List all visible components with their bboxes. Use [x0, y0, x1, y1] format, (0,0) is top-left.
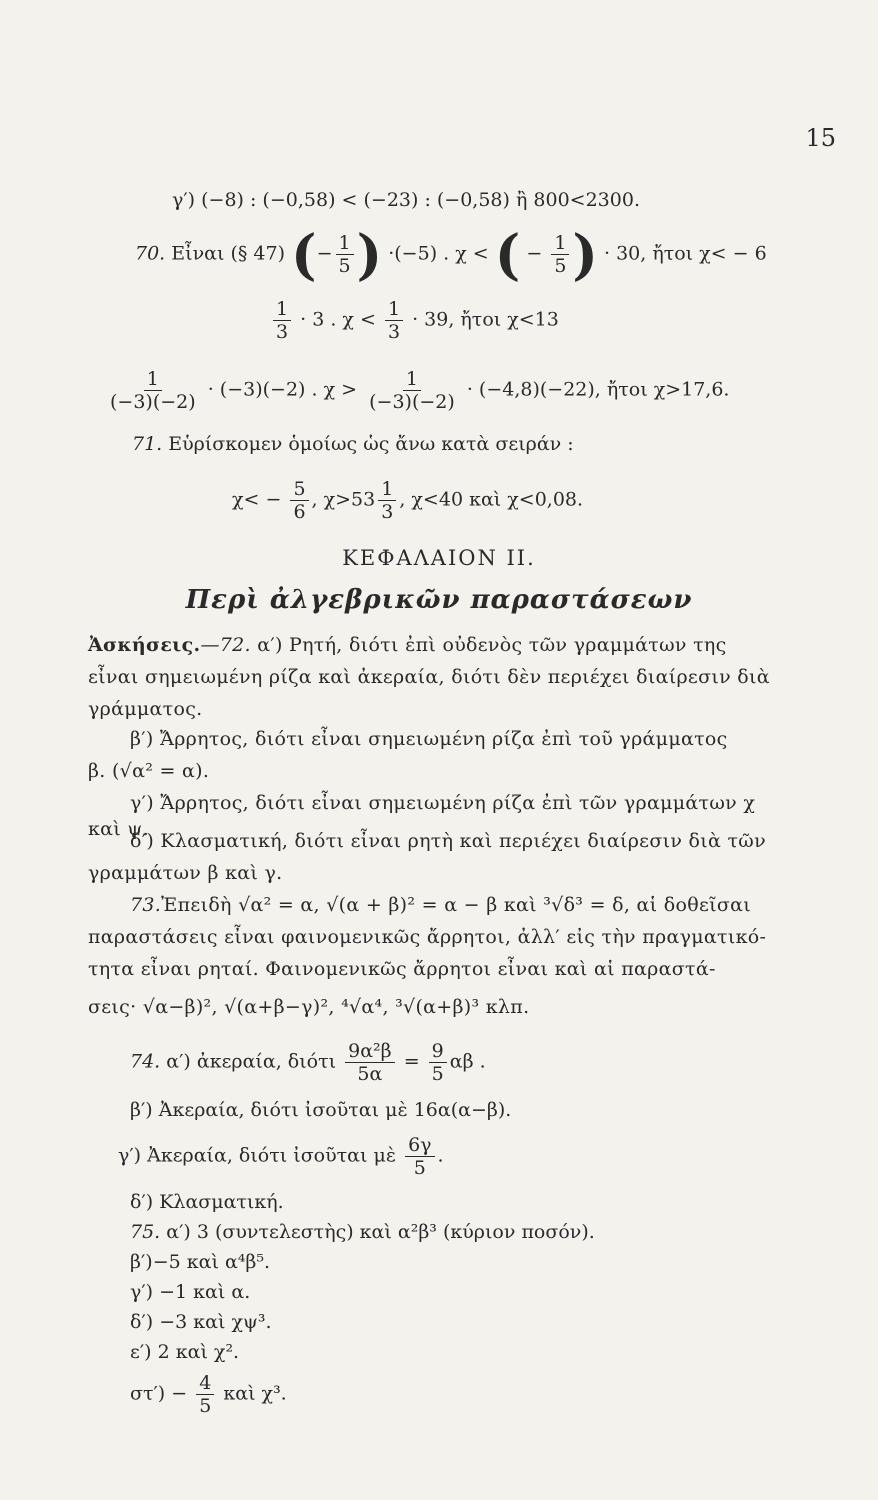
fraction: $\frac{9}{5}$ — [429, 1040, 447, 1085]
equation-4-c: , χ<40 καὶ χ<0,08. — [399, 488, 584, 511]
exercise-72-line-5: β. (√α² = α). — [88, 760, 210, 782]
exercise-72-line-8: δ′) Κλασματική, διότι εἶναι ρητὴ καὶ περιέχει διαίρεσιν διὰ τῶν — [130, 830, 766, 852]
exercise-72-line-9: γραμμάτων β καὶ γ. — [88, 862, 283, 884]
section-title: Περὶ ἀλγεβρικῶν παραστάσεων — [185, 585, 693, 615]
fraction: $\frac{5}{6}$ — [290, 478, 308, 523]
exercise-75-d: δ′) −3 καὶ χψ³. — [130, 1311, 272, 1333]
equation-3-end: · (−4,8)(−22), ἤτοι χ>17,6. — [466, 378, 730, 401]
exercise-73-label: 73. — [130, 894, 162, 916]
exercise-75-b: β′)−5 καὶ α⁴β⁵. — [130, 1251, 271, 1273]
exercise-75-label: 75. — [130, 1221, 161, 1243]
exercise-70-mid: ·(−5) . χ < — [388, 242, 489, 265]
exercise-74-c-end: . — [437, 1144, 444, 1167]
fraction: $\frac{\text{9α²β}}{5\alpha}$ — [345, 1040, 395, 1085]
exercise-74-c — [118, 1134, 444, 1179]
fraction: $\frac{6\gamma}{5}$ — [405, 1134, 434, 1179]
exercise-75-st-text: στ′) − — [130, 1382, 188, 1405]
exercise-75-st-end: καὶ χ³. — [223, 1382, 287, 1405]
exercise-72-line-1 — [88, 632, 836, 658]
left-paren: ( — [494, 222, 521, 287]
exercise-75-a — [130, 1220, 595, 1244]
exercise-72-line-7: καὶ ψ. — [88, 818, 149, 840]
equation-4 — [232, 478, 583, 523]
exercise-75-st — [130, 1372, 287, 1417]
exercise-74-c-text: γ′) Ἀκεραία, διότι ἰσοῦται μὲ — [118, 1144, 397, 1167]
exercise-73-line-4: σεις· √α−β)², √(α+β−γ)², ⁴√α⁴, ³√(α+β)³ κλπ. — [88, 996, 530, 1018]
right-paren: ) — [572, 222, 598, 287]
exercise-72-label: —72. — [200, 634, 251, 656]
exercise-70-end: · 30, ἤτοι χ< − 6 — [604, 242, 767, 265]
exercise-72-line-2: εἶναι σημειωμένη ρίζα καὶ ἀκεραία, διότι δὲν περιέχει διαίρεσιν διὰ — [88, 666, 770, 688]
fraction: $\frac{1}{(-3)(-2)}$ — [369, 368, 455, 413]
page-number: 15 — [805, 124, 836, 152]
exercise-73-line-2: παραστάσεις εἶναι φαινομενικῶς ἄρρητοι, ἀλλ′ εἰς τὴν πραγματικό- — [88, 926, 767, 948]
exercise-75-e: ε′) 2 καὶ χ². — [130, 1341, 240, 1363]
equation-2 — [270, 298, 559, 343]
exercise-75-a-text: α′) 3 (συντελεστὴς) καὶ α²β³ (κύριον ποσόν). — [166, 1221, 595, 1243]
exercise-74-a-text: α′) ἀκεραία, διότι — [166, 1050, 337, 1073]
exercise-74-d: δ′) Κλασματική. — [130, 1191, 284, 1213]
right-paren: ) — [356, 222, 383, 287]
fraction: $\frac{1}{3}$ — [385, 298, 403, 343]
exercise-72-text-1: α′) Ρητή, διότι ἐπὶ οὐδενὸς τῶν γραμμάτων της — [257, 634, 727, 656]
exercises-heading: Ἀσκήσεις. — [88, 634, 201, 656]
line-gamma: γ′) (−8) : (−0,58) < (−23) : (−0,58) ἢ 800<2300. — [172, 189, 640, 211]
exercise-74-a — [130, 1040, 486, 1085]
exercise-72-line-3: γράμματος. — [88, 698, 203, 720]
exercise-72-line-4: β′) Ἄρρητος, διότι εἶναι σημειωμένη ρίζα ἐπὶ τοῦ γράμματος — [130, 728, 728, 750]
exercise-74-a-end: αβ . — [449, 1050, 486, 1073]
fraction: $\frac{1}{3}$ — [273, 298, 291, 343]
equation-4-a: χ< − — [232, 488, 282, 511]
exercise-70: 70. Εἶναι (§ 47) (− $\frac{1}{5}$ ) ·(−5) . χ < ( − $\frac{1}{5}$ ) · 30, ἤτοι χ< − 6 — [135, 222, 767, 287]
chapter-heading: ΚΕΦΑΛΑΙΟΝ II. — [342, 546, 536, 570]
equation-2-end: · 39, ἤτοι χ<13 — [412, 308, 559, 331]
fraction: $\frac{1}{(-3)(-2)}$ — [110, 368, 196, 413]
exercise-70-start: Εἶναι (§ 47) — [171, 242, 285, 265]
exercise-71-text: Εὑρίσκομεν ὁμοίως ὡς ἄνω κατὰ σειράν : — [168, 433, 574, 455]
equals-sign: = — [403, 1050, 420, 1073]
fraction: $\frac{1}{3}$ — [378, 478, 396, 523]
exercise-73-line-1 — [130, 892, 836, 918]
exercise-74-b: β′) Ἀκεραία, διότι ἰσοῦται μὲ 16α(α−β). — [130, 1099, 512, 1121]
left-paren: ( — [291, 222, 317, 287]
equation-3-mid: · (−3)(−2) . χ > — [207, 378, 358, 401]
fraction: $\frac{1}{5}$ — [336, 232, 354, 277]
exercise-70-label: 70. — [135, 242, 166, 265]
exercise-73-text-1: Ἐπειδὴ √α² = α, √(α + β)² = α − β καὶ ³√δ³ = δ, αἱ δοθεῖσαι — [161, 894, 752, 916]
exercise-71-label: 71. — [132, 433, 163, 455]
exercise-74-label: 74. — [130, 1050, 161, 1073]
exercise-73-line-3: τητα εἶναι ρηταί. Φαινομενικῶς ἄρρητοι εἶναι καὶ αἱ παραστά- — [88, 958, 716, 980]
fraction: $\frac{1}{5}$ — [551, 232, 569, 277]
equation-4-b: , χ>53 — [311, 488, 376, 511]
exercise-75-c: γ′) −1 καὶ α. — [130, 1281, 251, 1303]
equation-3 — [104, 368, 729, 413]
exercise-72-line-6: γ′) Ἄρρητος, διότι εἶναι σημειωμένη ρίζα ἐπὶ τῶν γραμμάτων χ — [130, 792, 756, 814]
fraction: $\frac{4}{5}$ — [196, 1372, 214, 1417]
exercise-71 — [132, 432, 574, 456]
equation-2-mid: · 3 . χ < — [300, 308, 376, 331]
